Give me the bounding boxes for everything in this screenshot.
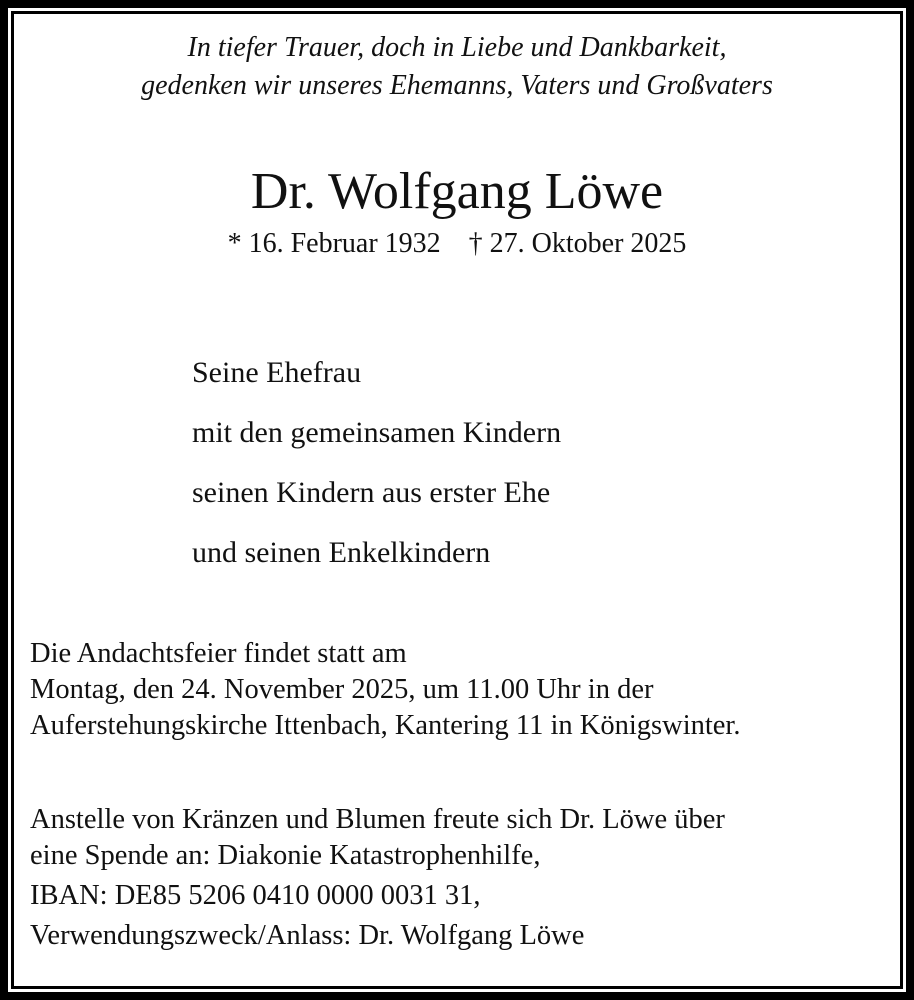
donation-line: Anstelle von Kränzen und Blumen freute sich Dr. Löwe über	[30, 804, 725, 835]
life-dates: * 16. Februar 1932 † 27. Oktober 2025	[227, 228, 687, 259]
family-line: Seine Ehefrau	[192, 356, 362, 389]
service-line: Auferstehungskirche Ittenbach, Kantering 11 in Königswinter.	[30, 710, 741, 741]
service-line: Die Andachtsfeier findet statt am	[30, 638, 407, 669]
family-line: und seinen Enkelkindern	[192, 536, 491, 569]
donation-line: IBAN: DE85 5206 0410 0000 0031 31,	[30, 880, 481, 911]
intro-line: In tiefer Trauer, doch in Liebe und Dankbarkeit,	[187, 32, 727, 63]
family-line: seinen Kindern aus erster Ehe	[192, 476, 551, 509]
donation-line: eine Spende an: Diakonie Katastrophenhilfe,	[30, 840, 541, 871]
intro-line: gedenken wir unseres Ehemanns, Vaters und Großvaters	[141, 70, 773, 101]
deceased-name: Dr. Wolfgang Löwe	[250, 163, 664, 220]
service-line: Montag, den 24. November 2025, um 11.00 Uhr in der	[30, 674, 654, 705]
family-line: mit den gemeinsamen Kindern	[192, 416, 562, 449]
donation-line: Verwendungszweck/Anlass: Dr. Wolfgang Löwe	[30, 920, 585, 951]
